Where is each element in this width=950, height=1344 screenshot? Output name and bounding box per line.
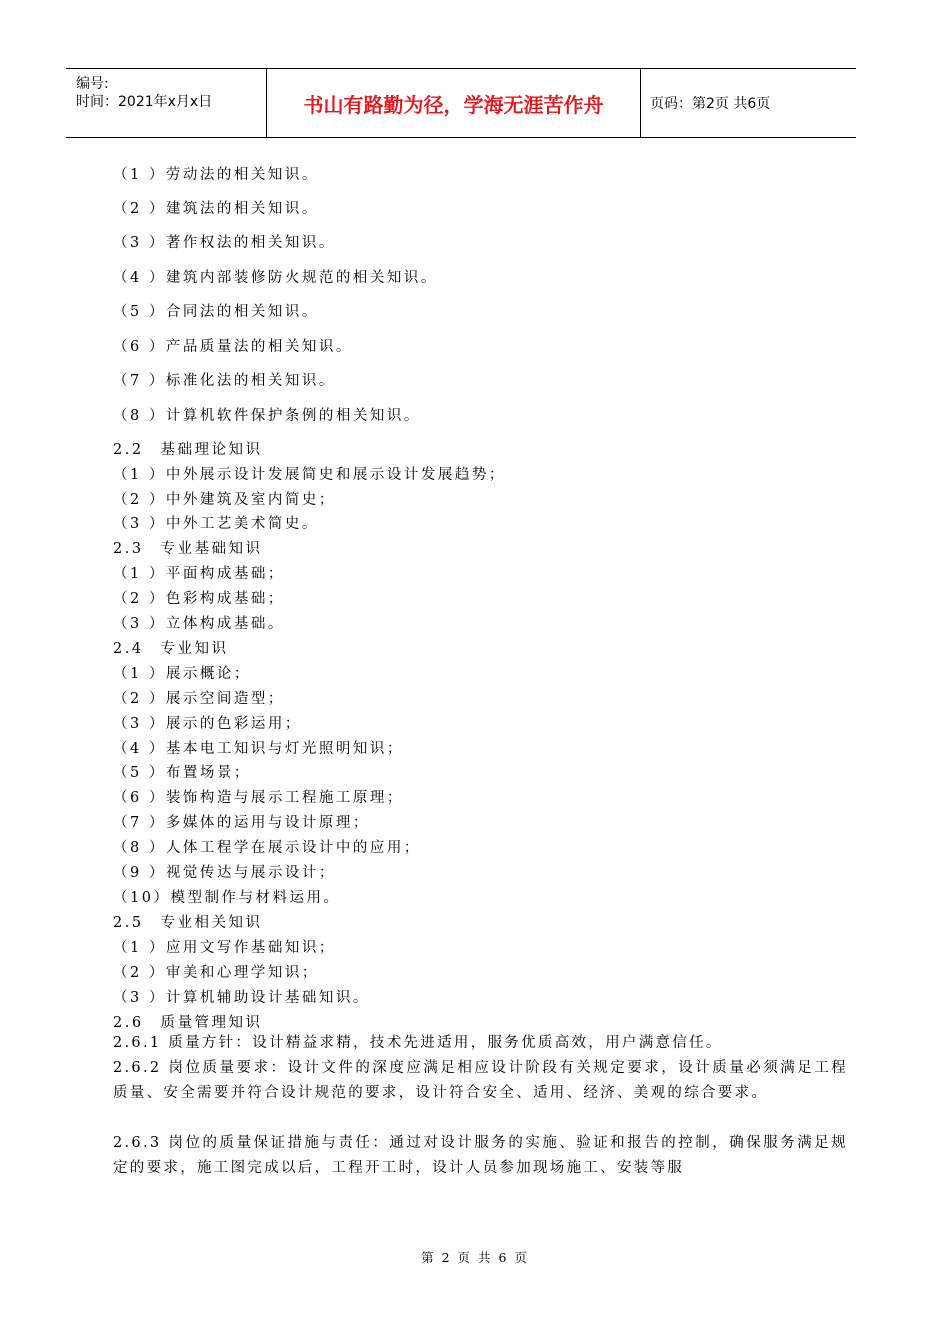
list-item: （8 ）人体工程学在展示设计中的应用； <box>113 840 421 856</box>
page-header <box>66 68 856 138</box>
number-label: 编号: <box>76 76 109 92</box>
list-item: （2 ）审美和心理学知识； <box>113 965 319 981</box>
paragraph: 2.6.1 质量方针：设计精益求精，技术先进适用，服务优质高效，用户满意信任。 <box>113 1035 723 1051</box>
list-item: （3 ）中外工艺美术简史。 <box>113 516 319 532</box>
header-motto: 书山有路勤为径，学海无涯苦作舟 <box>303 92 604 117</box>
paragraph: 2.6.2 岗位质量要求：设计文件的深度应满足相应设计阶段有关规定要求，设计质量必须满足工程质量、安全需要并符合设计规范的要求，设计符合安全、适用、经济、美观的综合要求。 <box>113 1060 848 1101</box>
list-item: （6 ）产品质量法的相关知识。 <box>113 339 353 355</box>
list-item: （1 ）应用文写作基础知识； <box>113 940 336 956</box>
section-heading: 2.3 专业基础知识 <box>113 541 263 557</box>
list-item: （3 ）计算机辅助设计基础知识。 <box>113 990 370 1006</box>
list-item: （5 ）合同法的相关知识。 <box>113 304 319 320</box>
list-item: （5 ）布置场景； <box>113 765 251 781</box>
section-heading: 2.6 质量管理知识 <box>113 1015 263 1031</box>
list-item: （2 ）展示空间造型； <box>113 691 285 707</box>
list-item: （2 ）建筑法的相关知识。 <box>113 201 319 217</box>
list-item: （3 ）展示的色彩运用； <box>113 716 302 732</box>
list-item: （1 ）展示概论； <box>113 666 251 682</box>
list-item: （6 ）装饰构造与展示工程施工原理； <box>113 790 404 806</box>
time-label: 时间：2021年x月x日 <box>76 94 213 110</box>
list-item: （1 ）平面构成基础； <box>113 566 285 582</box>
list-item: （1 ）中外展示设计发展简史和展示设计发展趋势； <box>113 467 506 483</box>
list-item: （9 ）视觉传达与展示设计； <box>113 865 336 881</box>
list-item: （3 ）立体构成基础。 <box>113 616 285 632</box>
list-item: （7 ）多媒体的运用与设计原理； <box>113 815 370 831</box>
list-item: （7 ）标准化法的相关知识。 <box>113 373 336 389</box>
section-heading: 2.5 专业相关知识 <box>113 915 263 931</box>
list-item: （1 ）劳动法的相关知识。 <box>113 167 319 183</box>
list-item: （3 ）著作权法的相关知识。 <box>113 235 336 251</box>
list-item: （4 ）建筑内部装修防火规范的相关知识。 <box>113 270 438 286</box>
section-heading: 2.2 基础理论知识 <box>113 442 263 458</box>
header-page-number: 页码：第2页 共6页 <box>650 96 771 112</box>
header-meta <box>66 69 266 137</box>
paragraph: 2.6.3 岗位的质量保证措施与责任：通过对设计服务的实施、验证和报告的控制，确保服务满足规定的要求，施工图完成以后，工程开工时，设计人员参加现场施工、安装等服 <box>113 1135 848 1176</box>
list-item: （2 ）色彩构成基础； <box>113 591 285 607</box>
list-item: （4 ）基本电工知识与灯光照明知识； <box>113 741 404 757</box>
page-footer: 第 2 页 共 6 页 <box>421 1250 529 1265</box>
header-divider <box>640 69 641 137</box>
list-item: （2 ）中外建筑及室内简史； <box>113 492 336 508</box>
list-item: （10）模型制作与材料运用。 <box>113 890 341 906</box>
list-item: （8 ）计算机软件保护条例的相关知识。 <box>113 408 421 424</box>
section-heading: 2.4 专业知识 <box>113 641 229 657</box>
